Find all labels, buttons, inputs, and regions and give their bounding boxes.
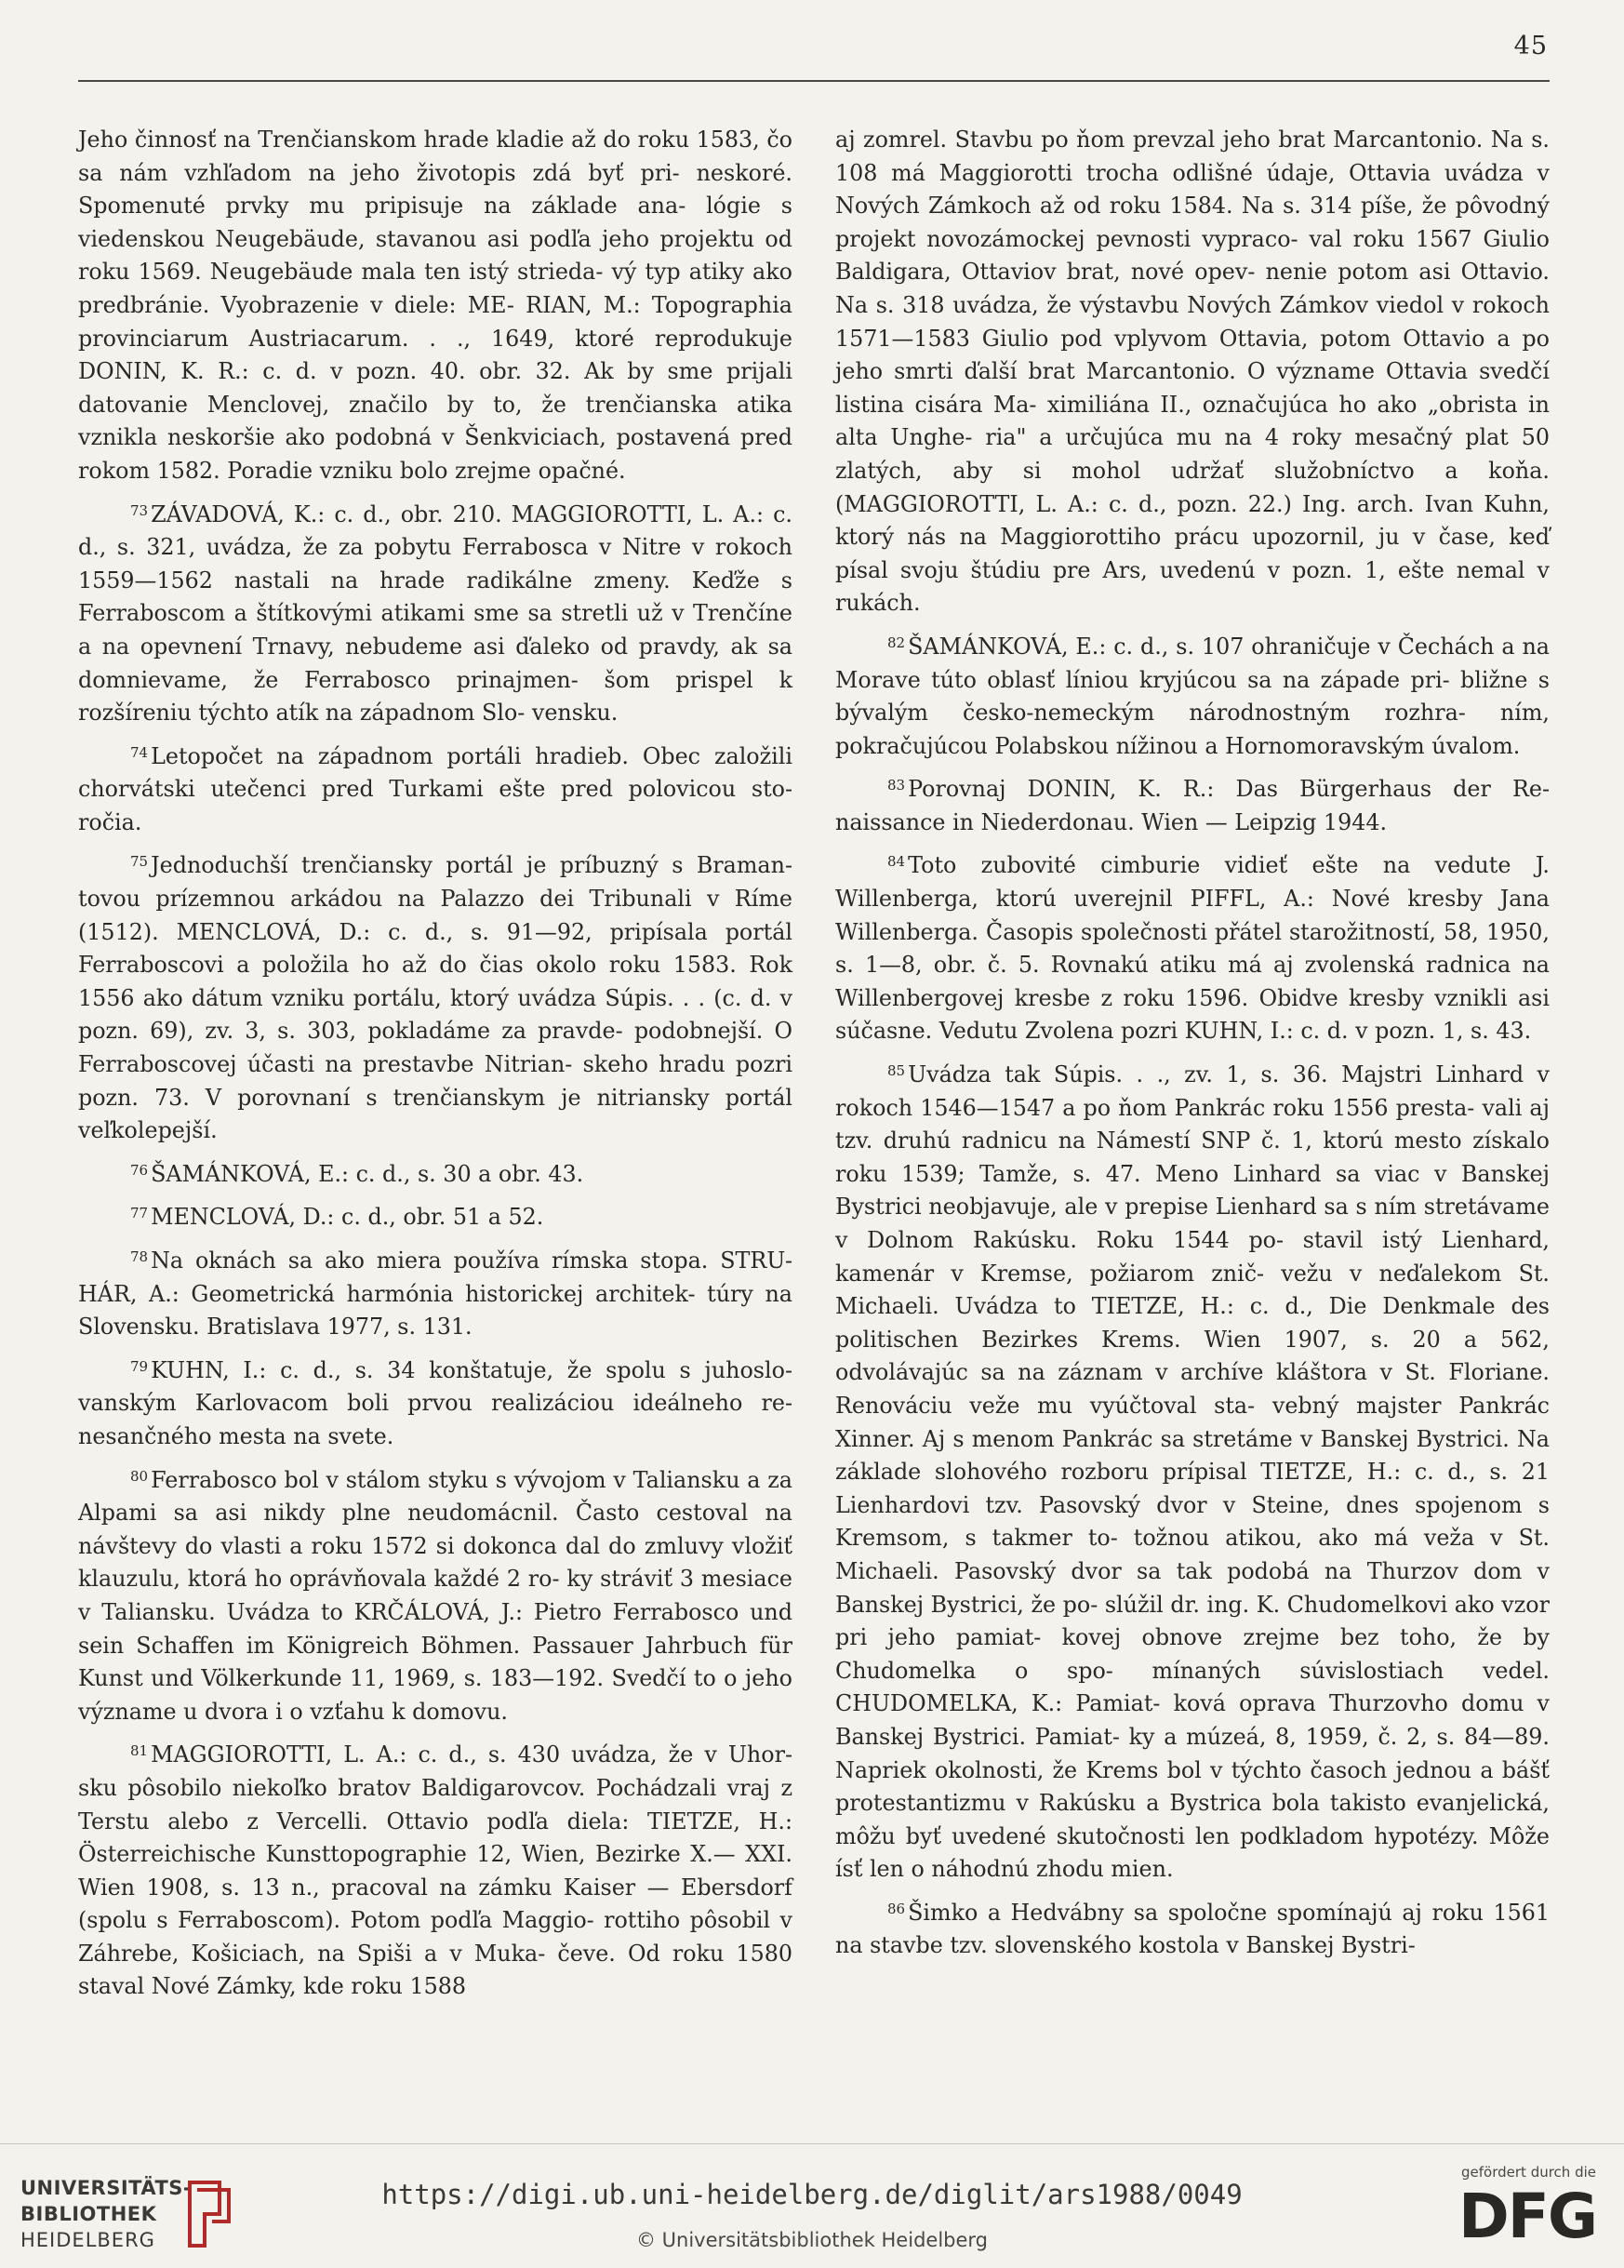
footnote-78: [78, 1241, 792, 1344]
footnote-number: 77: [130, 1205, 149, 1222]
footnote-76: [78, 1154, 792, 1192]
header-rule: [78, 80, 1550, 82]
footnote-text: Toto zubovité cimburie vidieť ešte na vedute J. Willenberga, ktorú uverejnil PIFFL, A.: Nové kresby Jana Willenberga. Časopis společnosti přátel starožitností, 58, 1950, s. 1—8, obr. č. 5. Rovnakú atiku má aj zvolenská radnica na Willenbergovej kresbe z roku 1596. Obidve kresby vznikli asi súčasne. Vedutu Zvolena pozri KUHN, I.: c. d. v pozn. 1, s. 43.: [835, 852, 1550, 1045]
footnote-text: Uvádza tak Súpis. . ., zv. 1, s. 36. Majstri Linhard v rokoch 1546—1547 a po ňom Pankrác roku 1556 presta- vali aj tzv. druhú radnicu na Námestí SNP č. 1, ktorú mesto získalo roku 1539; Tamže, s. 47. Meno Linhard sa viac v Banskej Bystrici neobjavuje, ale v prepise Lienhard sa s ním stretávame v Dolnom Rakúsku. Roku 1544 po- stavil istý Lienhard, kamenár v Kremse, požiarom znič- vežu v neďalekom St. Michaeli. Uvádza to TIETZE, H.: c. d., Die Denkmale des politischen Bezirkes Krems. Wien 1907, s. 20 a 562, odvolávajúc sa na záznam v archíve kláštora v St. Floriane. Renováciu veže mu vyúčtoval sta- vebný majster Pankrác Xinner. Aj s menom Pankrác sa stretáme v Banskej Bystrici. Na základe slohového rozboru prípisal TIETZE, H.: c. d., s. 21 Lienhardovi tzv. Pasovský dvor v Steine, dnes spojenom s Kremsom, s takmer to- tožnou atikou, ako má veža v St. Michaeli. Pasovský dvor sa tak podobá na Thurzov dom v Banskej Bystrici, že po- slúžil dr. ing. K. Chudomelkovi ako vzor pri jeho pamiat- kovej obnove zrejme bez toho, že by Chudomelka o spo- mínaných súvislostiach vedel. CHUDOMELKA, K.: Pamiat- ková oprava Thurzovho domu v Banskej Bystrici. Pamiat- ky a múzeá, 8, 1959, č. 2, s. 84—89. Napriek okolnosti, že Krems bol v týchto časoch jednou a bášť protestantizmu v Rakúsku a Bystrica bola takisto evanjelická, môžu byť uvedené skutočnosti len podkladom hypotézy. Môže ísť len o náhodnú zhodu mien.: [835, 1061, 1550, 1883]
footnote-75: [78, 846, 792, 1147]
footnote-79: [78, 1351, 792, 1454]
funder-mark: DFG: [1458, 2181, 1596, 2252]
footnote-80: [78, 1461, 792, 1729]
footnote-number: 73: [130, 501, 149, 519]
footnote-number: 75: [130, 853, 149, 871]
viewer-footer: [0, 2143, 1624, 2268]
footnote-number: 82: [887, 634, 906, 651]
permalink-url[interactable]: https://digi.ub.uni-heidelberg.de/diglit/ars1988/0049: [381, 2179, 1243, 2210]
footnote-text: Jednoduchší trenčiansky portál je príbuzný s Braman- tovou prízemnou arkádou na Palazzo dei Tribunali v Ríme (1512). MENCLOVÁ, D.: c. d., s. 91—92, pripísala portál Ferraboscovi a položila ho až do čias okolo roku 1583. Rok 1556 ako dátum vzniku portálu, ktorý uvádza Súpis. . . (c. d. v pozn. 69), zv. 3, s. 303, pokladáme za pravde- podobnejší. O Ferraboscovej účasti na prestavbe Nitrian- skeho hradu pozri pozn. 73. V porovnaní s trenčianskym je nitriansky portál veľkolepejší.: [78, 852, 792, 1144]
footnote-85: [835, 1055, 1550, 1887]
copyright-notice: © Universitätsbibliothek Heidelberg: [635, 2229, 988, 2251]
footnote-number: 83: [887, 777, 906, 794]
footnote-text: Šimko a Hedvábny sa spoločne spomínajú aj roku 1561 na stavbe tzv. slovenského kostola v Banskej Bystri-: [835, 1899, 1550, 1959]
footnote-number: 79: [130, 1357, 149, 1375]
right-column: [835, 124, 1550, 1969]
footnote-number: 85: [887, 1062, 906, 1080]
library-name-line2: BIBLIOTHEK: [20, 2203, 157, 2225]
footnote-82: [835, 627, 1550, 763]
footnote-73: [78, 495, 792, 730]
footnote-text: Letopočet na západnom portáli hradieb. Obec založili chorvátski utečenci pred Turkami ešte pred polovicou sto- ročia.: [78, 742, 792, 835]
continued-paragraph: [835, 124, 1550, 620]
left-column: [78, 124, 792, 2010]
footnote-text: Ferrabosco bol v stálom styku s vývojom v Taliansku a za Alpami sa asi nikdy plne neudomácnil. Často cestoval na návštevy do vlasti a roku 1572 si dokonca dal do zmluvy vložiť klauzulu, ktorá ho oprávňovala každé 2 ro- ky stráviť 3 mesiace v Taliansku. Uvádza to KRČÁLOVÁ, J.: Pietro Ferrabosco und sein Schaffen im Königreich Böhmen. Passauer Jahrbuch für Kunst und Völkerkunde 11, 1969, s. 183—192. Svedčí to o jeho význame u dvora i o vzťahu k domovu.: [78, 1466, 792, 1725]
footnote-number: 84: [887, 853, 906, 871]
page-number: 45: [1513, 32, 1548, 60]
footnote-81: [78, 1735, 792, 2004]
library-name-line3: HEIDELBERG: [20, 2229, 155, 2251]
footnote-number: 76: [130, 1161, 149, 1179]
footnote-74: [78, 737, 792, 840]
funding-note: gefördert durch die: [1461, 2164, 1596, 2181]
library-name-line1: UNIVERSITÄTS-: [20, 2177, 193, 2199]
footer-divider: [0, 2143, 1624, 2144]
footnote-number: 74: [130, 743, 149, 761]
footnote-text: MENCLOVÁ, D.: c. d., obr. 51 a 52.: [151, 1204, 544, 1231]
footnote-86: [835, 1893, 1550, 1963]
footnote-text: MAGGIOROTTI, L. A.: c. d., s. 430 uvádza, že v Uhor- sku pôsobilo niekoľko bratov Baldigarovcov. Pochádzali vraj z Terstu alebo z Vercelli. Ottavio podľa diela: TIETZE, H.: Österreichische Kunsttopographie 12, Wien, Bezirke X.— XXI. Wien 1908, s. 13 n., pracoval na zámku Kaiser — Ebersdorf (spolu s Ferraboscom). Potom podľa Maggio- rottiho pôsobil v Záhrebe, Košiciach, na Spiši a v Muka- čeve. Od roku 1580 staval Nové Zámky, kde roku 1588: [78, 1741, 792, 2000]
footnote-number: 80: [130, 1467, 149, 1485]
footnote-text: Na oknách sa ako miera používa rímska stopa. STRU- HÁR, A.: Geometrická harmónia historickej architek- túry na Slovensku. Bratislava 1977, s. 131.: [78, 1247, 792, 1341]
footnote-text: Porovnaj DONIN, K. R.: Das Bürgerhaus der Re- naissance in Niederdonau. Wien — Leipzig 1944.: [835, 776, 1550, 835]
continued-paragraph: [78, 124, 792, 488]
footnote-number: 86: [887, 1900, 906, 1917]
footnote-text: ŠAMÁNKOVÁ, E.: c. d., s. 30 a obr. 43.: [151, 1160, 584, 1187]
footnote-text: aj zomrel. Stavbu po ňom prevzal jeho brat Marcantonio. Na s. 108 má Maggiorotti trocha odlišné údaje, Ottavia uvádza v Nových Zámkoch až od roku 1584. Na s. 314 píše, že pôvodný projekt novozámockej pevnosti vypraco- val roku 1567 Giulio Baldigara, Ottaviov brat, nové opev- nenie potom asi Ottavio. Na s. 318 uvádza, že výstavbu Nových Zámkov viedol v rokoch 1571—1583 Giulio pod vplyvom Ottavia, potom Ottavio a po jeho smrti ďalší brat Marcantonio. O význame Ottavia svedčí listina cisára Ma- ximiliána II., označujúca ho ako „obrista in alta Unghe- ria" a určujúca mu na 4 roky mesačný plat 50 zlatých, aby si mohol udržať služobníctvo a koňa. (MAGGIOROTTI, L. A.: c. d., pozn. 22.) Ing. arch. Ivan Kuhn, ktorý nás na Maggiorottiho prácu upozornil, ju v čase, keď písal svoju štúdiu pre Ars, uvedenú v pozn. 1, ešte nemal v rukách.: [835, 127, 1550, 617]
footnote-text: Jeho činnosť na Trenčianskom hrade kladie až do roku 1583, čo sa nám vzhľadom na jeho životopis zdá byť pri- neskoré. Spomenuté prvky mu pripisuje na základe ana- lógie s viedenskou Neugebäude, stavanou asi podľa jeho projektu od roku 1569. Neugebäude mala ten istý strieda- vý typ atiky ako predbránie. Vyobrazenie v diele: ME- RIAN, M.: Topographia provinciarum Austriacarum. . ., 1649, ktoré reprodukuje DONIN, K. R.: c. d. v pozn. 40. obr. 32. Ak by sme prijali datovanie Menclovej, značilo by to, že trenčianska atika vznikla neskoršie ako podobná v Šenkviciach, postavená pred rokom 1582. Poradie vzniku bolo zrejme opačné.: [78, 127, 792, 484]
footnote-text: ZÁVADOVÁ, K.: c. d., obr. 210. MAGGIOROTTI, L. A.: c. d., s. 321, uvádza, že za pobytu Ferrabosca v Nitre v rokoch 1559—1562 nastali na hrade radikálne zmeny. Keďže s Ferraboscom a štítkovými atikami sme sa stretli už v Trenčíne a na opevnení Trnavy, nebudeme asi ďaleko od pravdy, ak sa domnievame, že Ferrabosco prinajmen- šom prispel k rozšíreniu týchto atík na západnom Slo- vensku.: [78, 500, 792, 727]
footnote-84: [835, 846, 1550, 1048]
dfg-logo[interactable]: [1438, 2164, 1596, 2257]
footnote-number: 78: [130, 1248, 149, 1265]
footnote-text: ŠAMÁNKOVÁ, E.: c. d., s. 107 ohraničuje v Čechách a na Morave túto oblasť líniou kryjúcou sa na západe pri- bližne s bývalým česko-nemeckým národnostným rozhra- ním, pokračujúcou Polabskou nížinou a Hornomoravským úvalom.: [835, 633, 1550, 759]
footnote-number: 81: [130, 1742, 149, 1760]
footnote-text: KUHN, I.: c. d., s. 34 konštatuje, že spolu s juhoslo- vanským Karlovacom boli prvou realizáciou ideálneho re- nesančného mesta na svete.: [78, 1356, 792, 1449]
footnote-77: [78, 1197, 792, 1234]
footnote-83: [835, 769, 1550, 839]
